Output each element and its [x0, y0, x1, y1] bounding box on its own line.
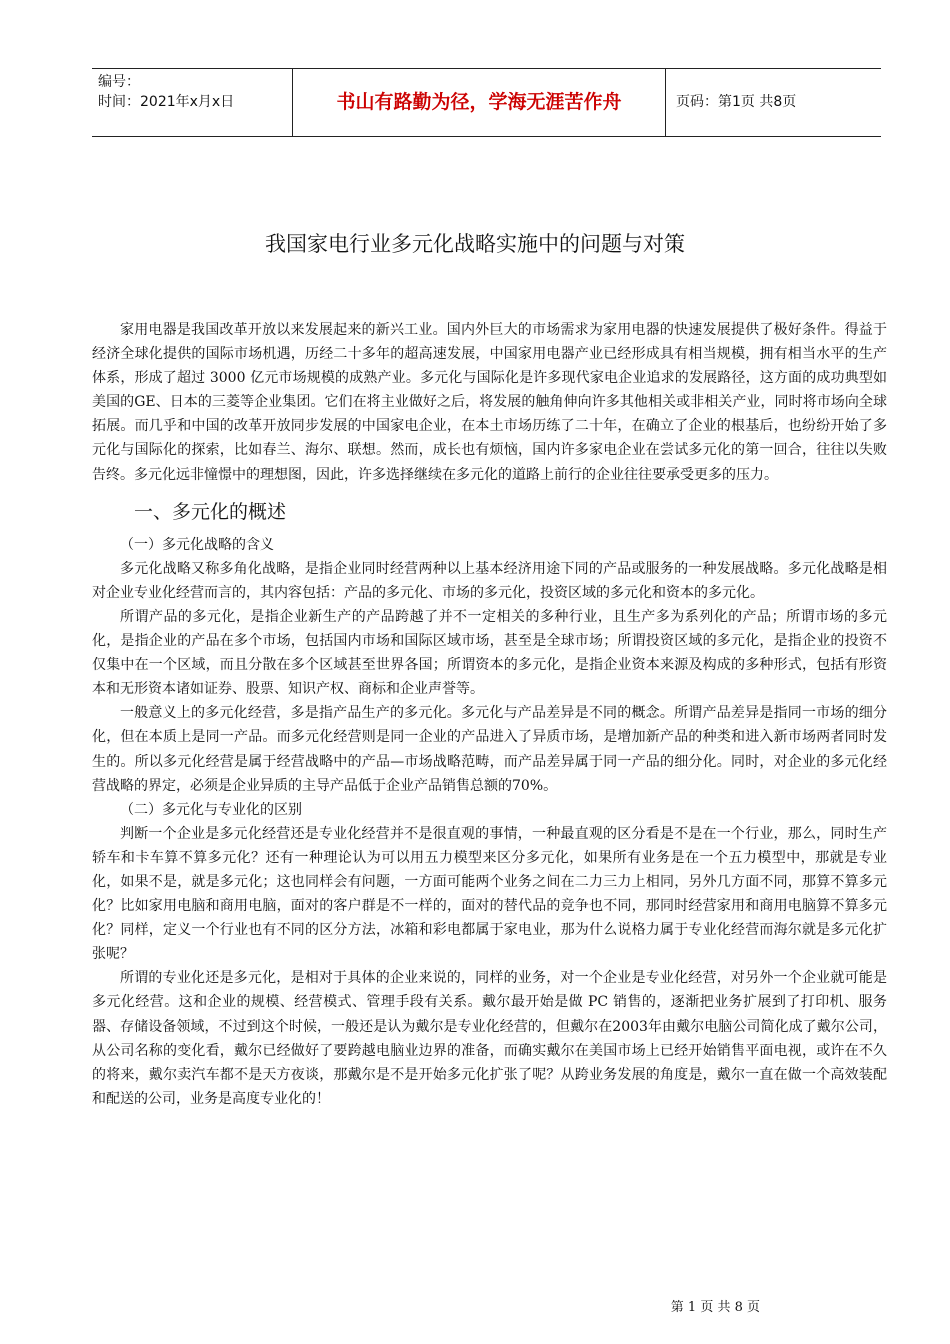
page-footer: 第 1 页 共 8 页 — [670, 1300, 760, 1315]
paragraph: 多元化战略又称多角化战略，是指企业同时经营两种以上基本经济用途下同的产品或服务的一种发展战略。多元化战略是相对企业专业化经营而言的，其内容包括：产品的多元化、市场的多元化，投资区域的多元化和资本的多元化。 — [92, 560, 887, 601]
paragraph: 所谓的专业化还是多元化，是相对于具体的企业来说的，同样的业务，对一个企业是专业化经营，对另外一个企业就可能是多元化经营。这和企业的规模、经营模式、管理手段有关系。戴尔最开始是做 PC 销售的，逐渐把业务扩展到了打印机、服务器、存储设备领域，不过到这个时候，一般还是认为戴尔是专业化经营的，但戴尔在2003年由戴尔电脑公司简化成了戴尔公司，从公司名称的变化看，戴尔已经做好了要跨越电脑业边界的准备，而确实戴尔在美国市场上已经开始销售平面电视，或许在不久的将来，戴尔卖汽车都不是天方夜谈，那戴尔是不是开始多元化扩张了呢？从跨业务发展的角度是，戴尔一直在做一个高效装配和配送的公司，业务是高度专业化的！ — [92, 970, 887, 1107]
subsection-heading: （二）多元化与专业化的区别 — [120, 801, 302, 818]
header-meta — [98, 72, 288, 112]
time-label: 时间：2021年x月x日 — [98, 94, 235, 110]
document-title: 我国家电行业多元化战略实施中的问题与对策 — [265, 232, 685, 256]
paragraph: 所谓产品的多元化，是指企业新生产的产品跨越了并不一定相关的多种行业，且生产多为系列化的产品；所谓市场的多元化，是指企业的产品在多个市场，包括国内市场和国际区域市场，甚至是全球市场；所谓投资区域的多元化，是指企业的投资不仅集中在一个区域，而且分散在多个区域甚至世界各国；所谓资本的多元化，是指企业资本来源及构成的多种形式，包括有形资本和无形资本诸如证券、股票、知识产权、商标和企业声誉等。 — [92, 608, 887, 698]
section-heading: 一、多元化的概述 — [134, 500, 287, 523]
number-label: 编号： — [98, 74, 140, 90]
document-body — [92, 318, 887, 1111]
paragraph: 一般意义上的多元化经营，多是指产品生产的多元化。多元化与产品差异是不同的概念。所谓产品差异是指同一市场的细分化，但在本质上是同一产品。而多元化经营则是同一企业的产品进入了异质市场，是增加新产品的种类和进入新市场两者同时发生的。所以多元化经营是属于经营战略中的产品—市场战略范畴，而产品差异属于同一产品的细分化。同时，对企业的多元化经营战略的界定，必须是企业异质的主导产品低于企业产品销售总额的70%。 — [92, 705, 887, 794]
paragraph: 判断一个企业是多元化经营还是专业化经营并不是很直观的事情，一种最直观的区分看是不是在一个行业，那么，同时生产轿车和卡车算不算多元化？还有一种理论认为可以用五力模型来区分多元化，如果所有业务是在一个五力模型中，那就是专业化，如果不是，就是多元化；这也同样会有问题，一方面可能两个业务之间在二力三力上相同，另外几方面不同，那算不算多元化？比如家用电脑和商用电脑，面对的客户群是不一样的，面对的替代品的竞争也不同，那同时经营家用和商用电脑算不算多元化？同样，定义一个行业也有不同的区分方法，冰箱和彩电都属于家电业，那为什么说格力属于专业化经营而海尔就是多元化扩张呢？ — [92, 825, 887, 963]
header-page-label: 页码：第1页 共8页 — [676, 94, 797, 110]
header-motto: 书山有路勤为径，学海无涯苦作舟 — [336, 91, 622, 113]
intro-paragraph: 家用电器是我国改革开放以来发展起来的新兴工业。国内外巨大的市场需求为家用电器的快速发展提供了极好条件。得益于经济全球化提供的国际市场机遇，历经二十多年的超高速发展，中国家用电器产业已经形成具有相当规模，拥有相当水平的生产体系，形成了超过 3000 亿元市场规模的成熟产业。多元化与国际化是许多现代家电企业追求的发展路径，这方面的成功典型如美国的GE、日本的三菱等企业集团。它们在将主业做好之后，将发展的触角伸向许多其他相关或非相关产业，同时将市场向全球拓展。而几乎和中国的改革开放同步发展的中国家电企业，在本土市场历练了二十年，在确立了企业的根基后，也纷纷开始了多元化与国际化的探索，比如春兰、海尔、联想。然而，成长也有烦恼，国内许多家电企业在尝试多元化的第一回合，往往以失败告终。多元化远非憧憬中的理想图，因此，许多选择继续在多元化的道路上前行的企业往往要承受更多的压力。 — [92, 322, 887, 483]
page-header — [92, 68, 881, 137]
subsection-heading: （一）多元化战略的含义 — [120, 536, 274, 553]
header-divider — [665, 69, 666, 136]
